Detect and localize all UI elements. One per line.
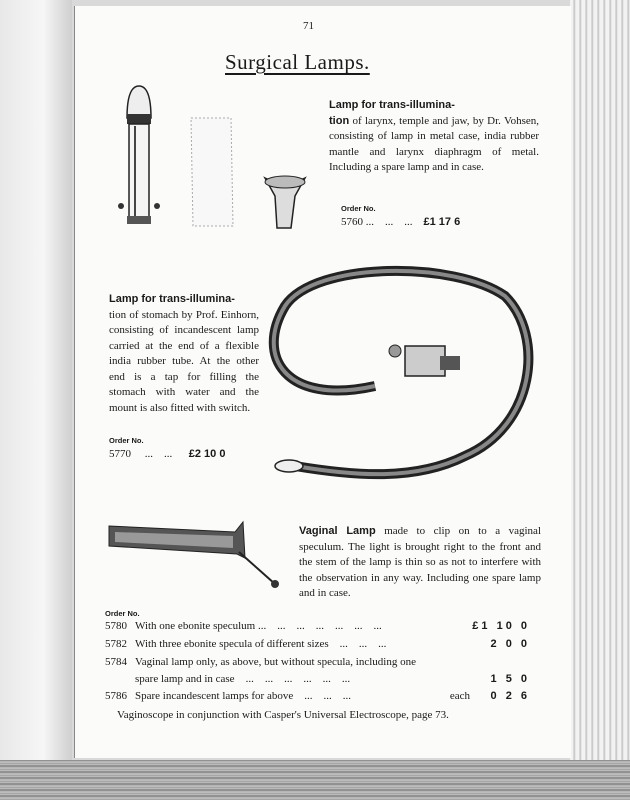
item2-price: £2 10 0 xyxy=(188,448,226,460)
order-row-5786: 5786 Spare incandescent lamps for above ... ... ... each 0 2 6 xyxy=(105,690,530,702)
scan-margin-right xyxy=(570,0,630,800)
item3-description: Vaginal Lamp made to clip on to a vaginal speculum. The light is brought right to the front and the stem of the lamp is thin so as not to interfere with the observation in any way. Including one spare lamp and in case. xyxy=(299,525,541,599)
item1-price: £1 17 6 xyxy=(423,216,461,228)
order-row-5782: 5782 With three ebonite specula of different sizes ... ... ... 2 0 0 xyxy=(105,638,530,650)
catalog-page xyxy=(74,6,571,758)
page-number: 71 xyxy=(303,20,314,32)
order-row-5784-cont: spare lamp and in case ... ... ... ... ... ... 1 5 0 xyxy=(135,673,530,685)
scan-margin-left xyxy=(0,0,72,800)
larynx-lamp-illustration xyxy=(115,78,315,238)
page-title: Surgical Lamps. xyxy=(225,50,370,74)
item1-heading: Lamp for trans-illumina- xyxy=(329,99,455,111)
item2-heading: Lamp for trans-illumina- xyxy=(109,293,235,305)
item2-description: Lamp for trans-illumina- tion of stomach by Prof. Einhorn, consisting of incandescent lamp carried at the end of a flexible india rubber tube. At the other end is a tap for filling the stomach with water and the mount is also fitted with switch. xyxy=(109,293,259,414)
order-row-5784: 5784 Vaginal lamp only, as above, but without specula, including one xyxy=(105,656,416,668)
item1-heading-cont: tion xyxy=(329,114,350,127)
item3-heading: Vaginal Lamp xyxy=(299,525,376,537)
footer-note: Vaginoscope in conjunction with Casper's Universal Electroscope, page 73. xyxy=(117,709,449,721)
item3-order-label: Order No. xyxy=(105,609,140,618)
vaginal-lamp-illustration xyxy=(105,518,285,598)
item2-order-line: 5770 ... ... £2 10 0 xyxy=(109,448,226,460)
order-row-5780: 5780 With one ebonite speculum ... ... ... ... ... ... ... £1 10 0 xyxy=(105,620,530,632)
item1-order-line: 5760 ... ... ... £1 17 6 xyxy=(341,216,461,228)
item2-order-label: Order No. xyxy=(109,436,144,445)
item1-description: Lamp for trans-illumina- tion of larynx, temple and jaw, by Dr. Vohsen, consisting of lamp in metal case, india rubber mantle and larynx diaphragm of metal. Including a spare lamp and in case. xyxy=(329,99,539,173)
item1-order-label: Order No. xyxy=(341,204,376,213)
scan-margin-bottom xyxy=(0,760,630,800)
stomach-lamp-illustration xyxy=(255,256,545,496)
